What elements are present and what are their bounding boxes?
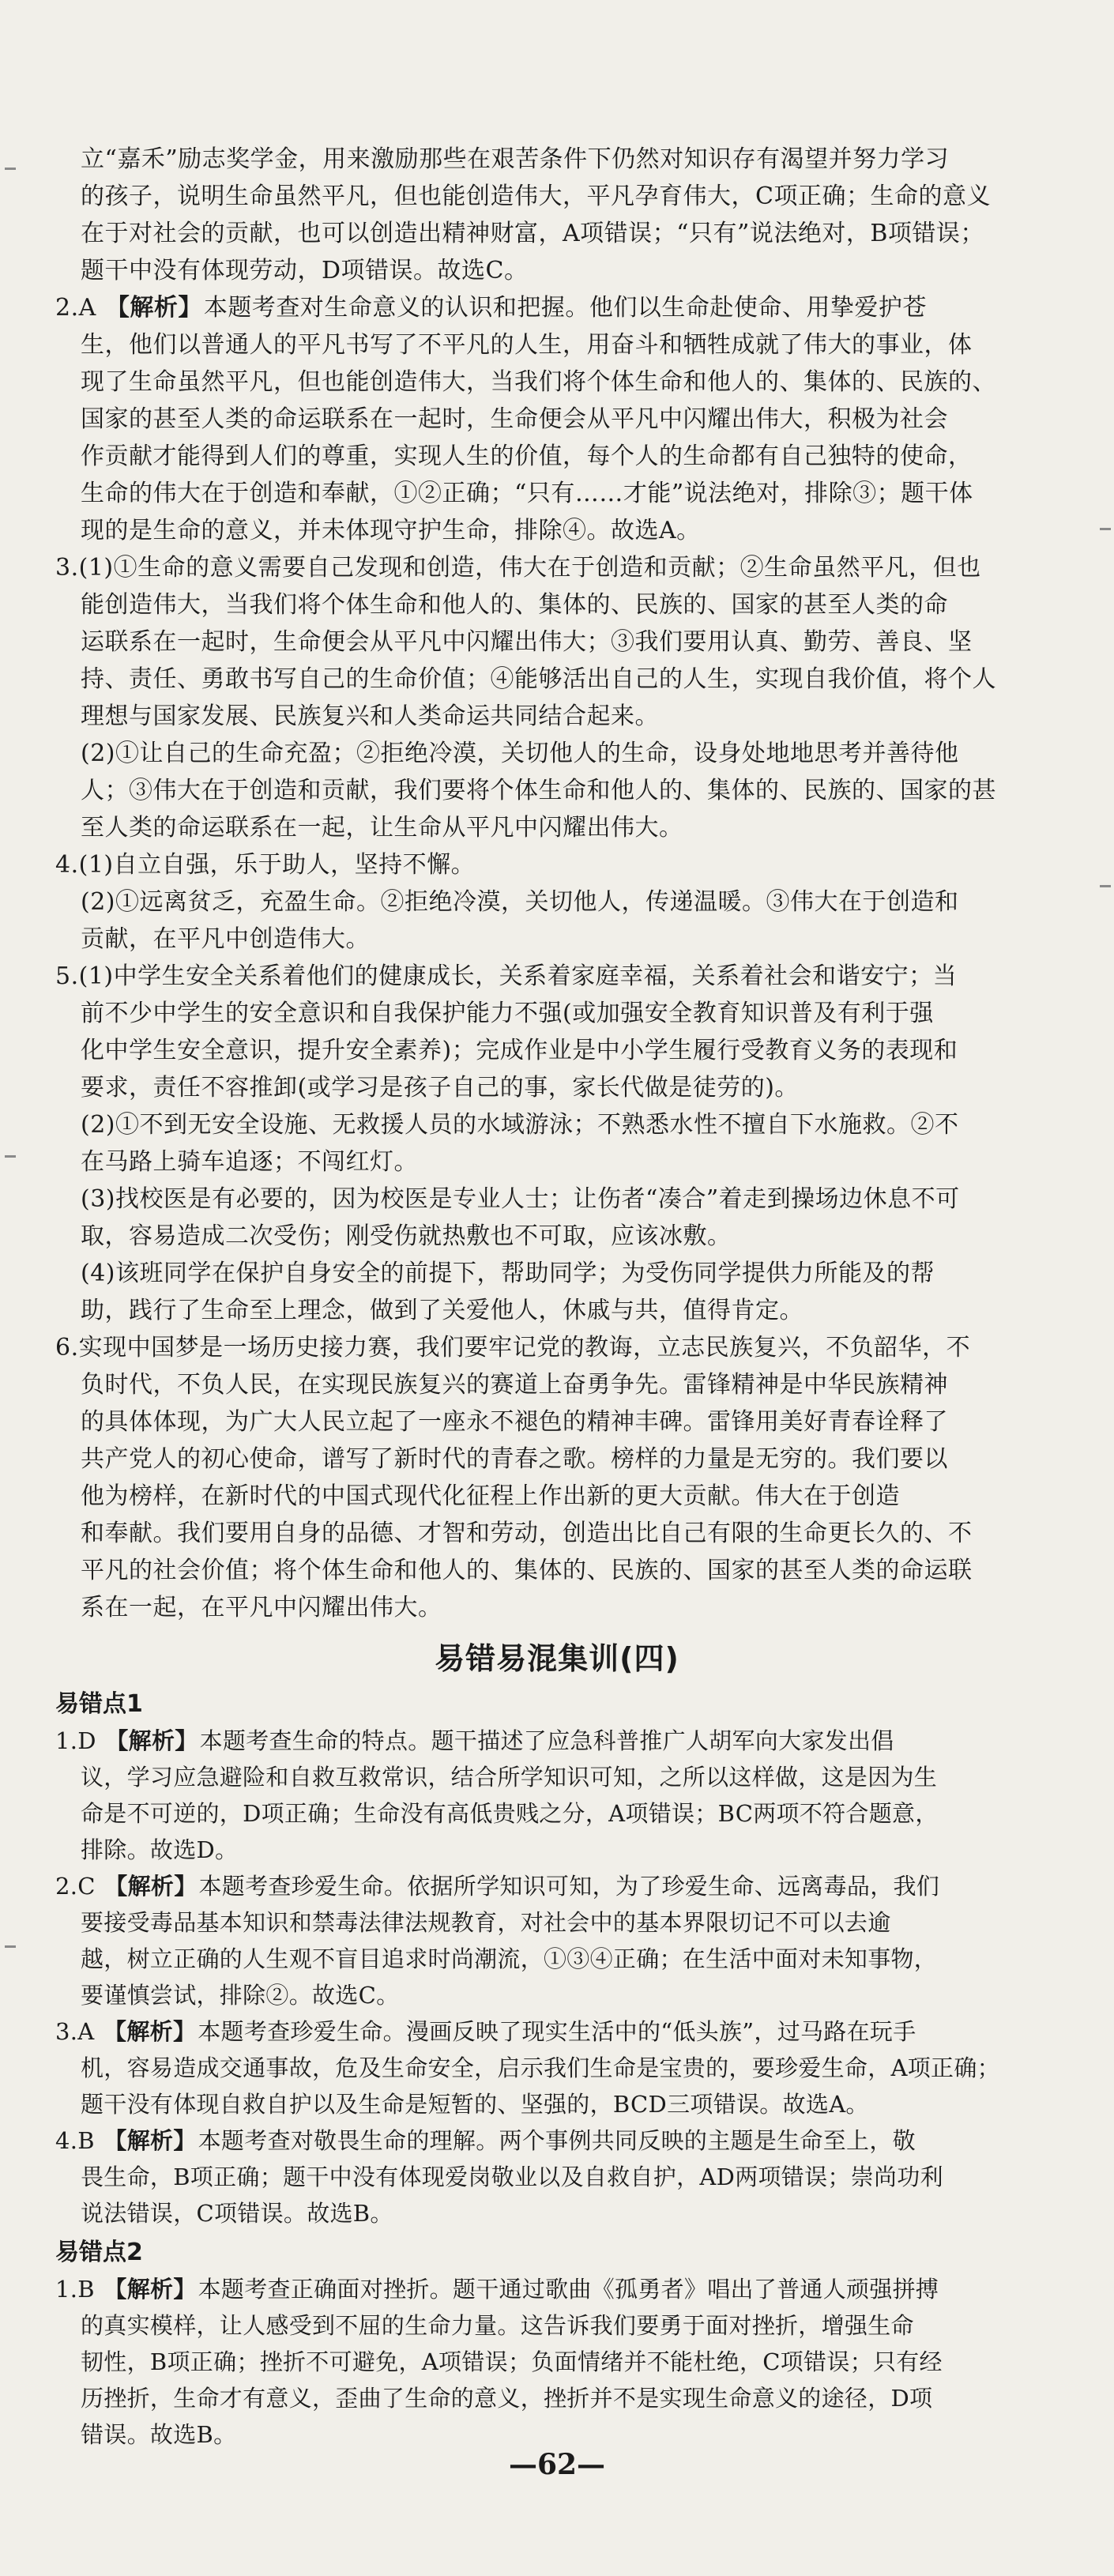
text-line: (2)①让自己的生命充盈；②拒绝冷漠，关切他人的生命，设身处地地思考并善待他 [81,740,959,767]
text-line: 4.(1)自立自强，乐于助人，坚持不懈。 [55,851,476,879]
analysis-tag: 【解析】 [103,2127,197,2154]
point1-item-4 [55,2122,1059,2231]
answer-label: 1.D [55,1727,96,1754]
answer-text: 本题考查对敬畏生命的理解。两个事例共同反映的主题是生命至上，敬 [198,2127,916,2154]
text-line: 的孩子，说明生命虽然平凡，但也能创造伟大，平凡孕育伟大，C项正确；生命的意义 [81,183,991,210]
right-edge-mark [1100,885,1111,887]
text-line: 在于对社会的贡献，也可以创造出精神财富，A项错误；“只有”说法绝对，B项错误； [81,220,984,247]
text-line: 国家的甚至人类的命运联系在一起时，生命便会从平凡中闪耀出伟大，积极为社会 [81,405,948,433]
answer-label: 3.A [55,2018,95,2045]
text-line: 错误。故选B。 [81,2421,237,2448]
point1-item-3 [55,2013,1059,2122]
text-line: 至人类的命运联系在一起，让生命从平凡中闪耀出伟大。 [81,814,683,842]
text-line [55,2122,1059,2159]
text-line: 助，践行了生命至上理念，做到了关爱他人，休戚与共，值得肯定。 [81,1297,804,1324]
left-edge-mark [5,1155,16,1158]
text-line: 越，树立正确的人生观不盲目追求时尚潮流，①③④正确；在生活中面对未知事物， [81,1945,938,1972]
text-line: 题干没有体现自救自护以及生命是短暂的、坚强的，BCD三项错误。故选A。 [81,2091,869,2118]
text-line: 要求，责任不容推卸(或学习是孩子自己的事，家长代做是徒劳的)。 [81,1074,799,1102]
text-line: 6.实现中国梦是一场历史接力赛，我们要牢记党的教诲，立志民族复兴，不负韶华，不 [55,1334,971,1361]
answer-label: 2.A [55,294,96,322]
text-line: (3)找校医是有必要的，因为校医是专业人士；让伤者“凑合”着走到操场边休息不可 [81,1185,960,1213]
text-line: 贡献，在平凡中创造伟大。 [81,925,370,953]
point1-item-2 [55,1868,1059,2013]
text-line: 生，他们以普通人的平凡书写了不平凡的人生，用奋斗和牺牲成就了伟大的事业，体 [81,331,973,359]
text-line: 理想与国家发展、民族复兴和人类命运共同结合起来。 [81,702,659,730]
answer-label: 4.B [55,2127,95,2154]
text-line: 机，容易造成交通事故，危及生命安全，启示我们生命是宝贵的，要珍爱生命，A项正确； [81,2054,1000,2081]
intro-paragraph [55,141,1059,289]
text-line: 平凡的社会价值；将个体生命和他人的、集体的、民族的、国家的甚至人类的命运联 [81,1557,973,1584]
text-line: 作贡献才能得到人们的尊重，实现人生的价值，每个人的生命都有自己独特的使命， [81,443,973,470]
text-line: (2)①远离贫乏，充盈生命。②拒绝冷漠，关切他人，传递温暖。③伟大在于创造和 [81,888,959,916]
text-line: 的具体体现，为广大人民立起了一座永不褪色的精神丰碑。雷锋用美好青春诠释了 [81,1408,948,1436]
answer-text: 本题考查生命的特点。题干描述了应急科普推广人胡军向大家发出倡 [199,1727,894,1754]
question-2-answer [55,289,1059,549]
text-line: 化中学生安全意识，提升安全素养)；完成作业是中小学生履行受教育义务的表现和 [81,1037,958,1064]
text-line: 畏生命，B项正确；题干中没有体现爱岗敬业以及自救自护，AD两项错误；崇尚功利 [81,2164,943,2190]
page-number: —62— [508,2448,606,2481]
analysis-tag: 【解析】 [104,1873,198,1900]
question-5-answer [55,958,1059,1329]
text-line: 持、责任、勇敢书写自己的生命价值；④能够活出自己的人生，实现自我价值，将个人 [81,665,996,693]
text-line [55,289,1059,326]
analysis-tag: 【解析】 [105,1727,198,1754]
question-6-answer [55,1329,1059,1626]
text-line: 要谨慎尝试，排除②。故选C。 [81,1982,400,2009]
text-line: 系在一起，在平凡中闪耀出伟大。 [81,1594,442,1621]
right-edge-mark [1100,528,1111,530]
analysis-tag: 【解析】 [105,294,202,322]
text-line: 说法错误，C项错误。故选B。 [81,2200,393,2227]
text-line [55,2271,1059,2307]
text-line [55,1723,1059,1759]
error-point-heading: 易错点2 [55,2239,143,2266]
text-line: (4)该班同学在保护自身安全的前提下，帮助同学；为受伤同学提供力所能及的帮 [81,1260,935,1287]
text-line: 5.(1)中学生安全关系着他们的健康成长，关系着家庭幸福，关系着社会和谐安宁；当 [55,962,958,990]
left-edge-mark [5,1945,16,1948]
answer-text: 本题考查对生命意义的认识和把握。他们以生命赴使命、用挚爱护苍 [203,294,927,322]
answer-label: 1.B [55,2276,95,2303]
text-line: 在马路上骑车追逐；不闯红灯。 [81,1148,418,1176]
answer-text: 本题考查珍爱生命。漫画反映了现实生活中的“低头族”，过马路在玩手 [198,2018,916,2045]
question-4-answer [55,846,1059,958]
section-title: 易错易混集训(四) [435,1641,679,1676]
text-line: 3.(1)①生命的意义需要自己发现和创造，伟大在于创造和贡献；②生命虽然平凡，但也 [55,554,981,582]
text-line: 要接受毒品基本知识和禁毒法律法规教育，对社会中的基本界限切记不可以去逾 [81,1909,891,1936]
error-point-1 [55,1686,1059,2231]
text-line: (2)①不到无安全设施、无救援人员的水域游泳；不熟悉水性不擅自下水施救。②不 [81,1111,959,1139]
text-line: 前不少中学生的安全意识和自我保护能力不强(或加强安全教育知识普及有利于强 [81,1000,934,1027]
text-line: 生命的伟大在于创造和奉献，①②正确；“只有……才能”说法绝对，排除③；题干体 [81,480,973,507]
text-line: 现的是生命的意义，并未体现守护生命，排除④。故选A。 [81,517,701,544]
text-line: 题干中没有体现劳动，D项错误。故选C。 [81,257,529,284]
text-line: 运联系在一起时，生命便会从平凡中闪耀出伟大；③我们要用认真、勤劳、善良、坚 [81,628,973,656]
analysis-tag: 【解析】 [103,2276,197,2303]
left-edge-mark [5,168,16,170]
text-line: 人；③伟大在于创造和贡献，我们要将个体生命和他人的、集体的、民族的、国家的甚 [81,777,996,804]
text-line [55,1868,1059,1904]
text-line: 议，学习应急避险和自救互救常识，结合所学知识可知，之所以这样做，这是因为生 [81,1764,938,1791]
text-line: 立“嘉禾”励志奖学金，用来激励那些在艰苦条件下仍然对知识存有渴望并努力学习 [81,145,950,173]
text-line: 历挫折，生命才有意义，歪曲了生命的意义，挫折并不是实现生命意义的途径，D项 [81,2385,933,2412]
text-line: 负时代，不负人民，在实现民族复兴的赛道上奋勇争先。雷锋精神是中华民族精神 [81,1371,948,1399]
text-line [55,2013,1059,2050]
text-line: 韧性，B项正确；挫折不可避免，A项错误；负面情绪并不能杜绝，C项错误；只有经 [81,2348,943,2375]
analysis-tag: 【解析】 [103,2018,197,2045]
text-line: 排除。故选D。 [81,1836,239,1863]
point2-item-1 [55,2271,1059,2453]
error-point-heading: 易错点1 [55,1690,143,1718]
text-line: 共产党人的初心使命，谱写了新时代的青春之歌。榜样的力量是无穷的。我们要以 [81,1445,948,1473]
error-point-2 [55,2235,1059,2453]
answer-text: 本题考查珍爱生命。依据所学知识可知，为了珍爱生命、远离毒品，我们 [198,1873,940,1900]
question-3-answer [55,549,1059,846]
text-line: 能创造伟大，当我们将个体生命和他人的、集体的、民族的、国家的甚至人类的命 [81,591,948,619]
point1-item-1 [55,1723,1059,1868]
text-line: 现了生命虽然平凡，但也能创造伟大，当我们将个体生命和他人的、集体的、民族的、 [81,368,996,396]
text-line: 他为榜样，在新时代的中国式现代化征程上作出新的更大贡献。伟大在于创造 [81,1482,900,1510]
text-line: 的真实模样，让人感受到不屈的生命力量。这告诉我们要勇于面对挫折，增强生命 [81,2312,914,2339]
text-line: 和奉献。我们要用自身的品德、才智和劳动，创造出比自己有限的生命更长久的、不 [81,1520,973,1547]
answer-label: 2.C [55,1873,96,1900]
text-line: 命是不可逆的，D项正确；生命没有高低贵贱之分，A项错误；BC两项不符合题意， [81,1800,939,1827]
answer-text: 本题考查正确面对挫折。题干通过歌曲《孤勇者》唱出了普通人顽强拼搏 [198,2276,939,2303]
answers-continued [55,141,1059,1626]
text-line: 取，容易造成二次受伤；刚受伤就热敷也不可取，应该冰敷。 [81,1222,732,1250]
